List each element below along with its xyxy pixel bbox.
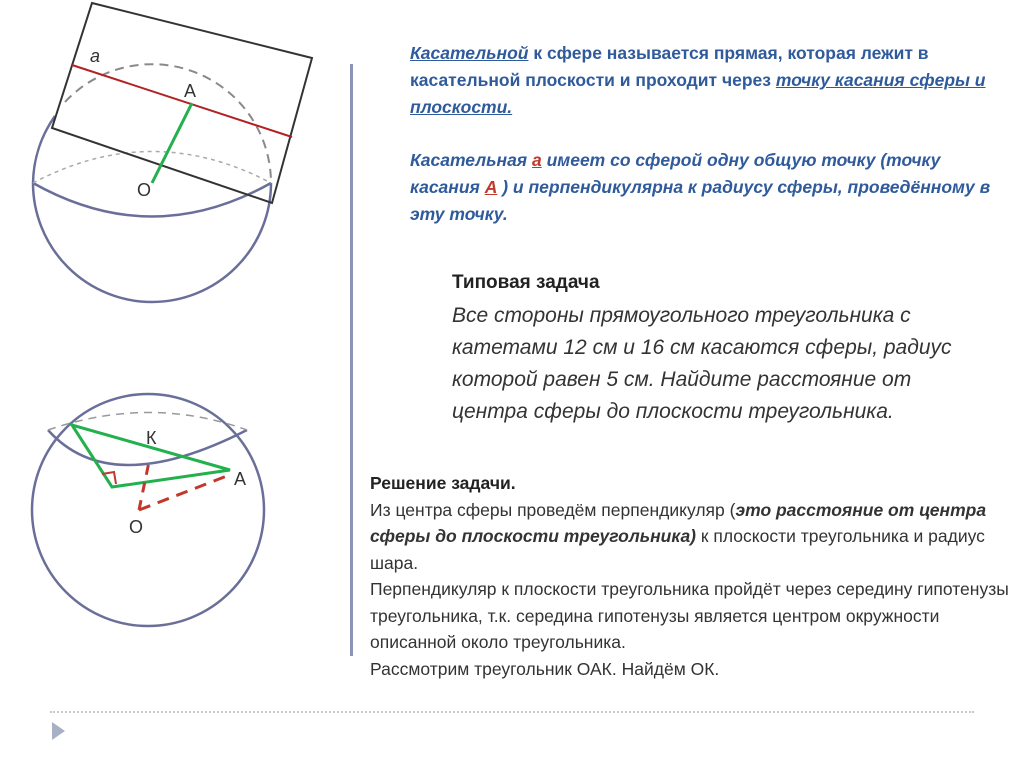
definition-paragraph-1 [410,40,1000,121]
solution-emphasis: это расстояние от центра сферы до плоскости треугольника) [370,499,987,546]
term-line-a: а [531,150,542,170]
equator-back [33,152,271,184]
label-O-top: O [137,180,152,200]
equator-front [33,183,271,217]
triangle-bullet-icon [52,722,65,740]
label-A-bottom: A [234,469,247,489]
definition-paragraph-2 [410,147,1000,228]
solution-text-1a: Из центра сферы проведём перпендикуляр ( [370,499,736,520]
definition-text: к сфере называется прямая, которая лежит в касательной плоскости и проходит через [410,43,929,90]
sphere-hidden-arc [65,64,271,183]
term-tangent: Касательной [410,43,529,63]
tangent-plane [52,3,312,203]
solution-title: Решение задачи. [370,473,516,493]
radius-OA [152,103,192,183]
sphere-tangent-figure [33,3,312,302]
segment-OA [139,474,232,510]
solution-text-1c: к плоскости треугольника и радиус шара. [370,526,985,573]
property-text-2: имеет со сферой одну общую точку (точку касания [410,150,941,197]
tangent-definition [410,40,1000,228]
property-text-1: Касательная [410,150,532,170]
label-a: a [90,46,101,66]
sphere-triangle-figure [32,394,264,626]
term-point-of-tangency: точку касания сферы и плоскости. [410,70,986,117]
vertical-divider [350,64,353,656]
solution-paragraph-1 [370,497,1010,577]
label-A-top: A [184,81,197,101]
label-K: К [146,428,157,448]
solution-paragraph-2: Перпендикуляр к плоскости треугольника пройдёт через середину гипотенузы треугольника, т.к. середина гипотенузы является центром окружности описанной около треугольника. [370,579,1009,652]
task-statement: Все стороны прямоугольного треугольника с катетами 12 см и 16 см касаются сферы, радиус которой равен 5 см. Найдите расстояние от центра сферы до плоскости треугольника. [452,304,952,423]
task-title: Типовая задача [452,272,600,293]
footer-dotted-line [50,711,974,713]
solution-paragraph-3: Рассмотрим треугольник ОАК. Найдём ОК. [370,658,720,679]
label-O-bottom: O [129,517,144,537]
geometry-figures [0,0,350,700]
solution-block [370,470,1010,682]
term-point-A: А [484,177,498,197]
property-text-3: ) и перпендикулярна к радиусу сферы, проведённому в эту точку. [410,177,991,224]
